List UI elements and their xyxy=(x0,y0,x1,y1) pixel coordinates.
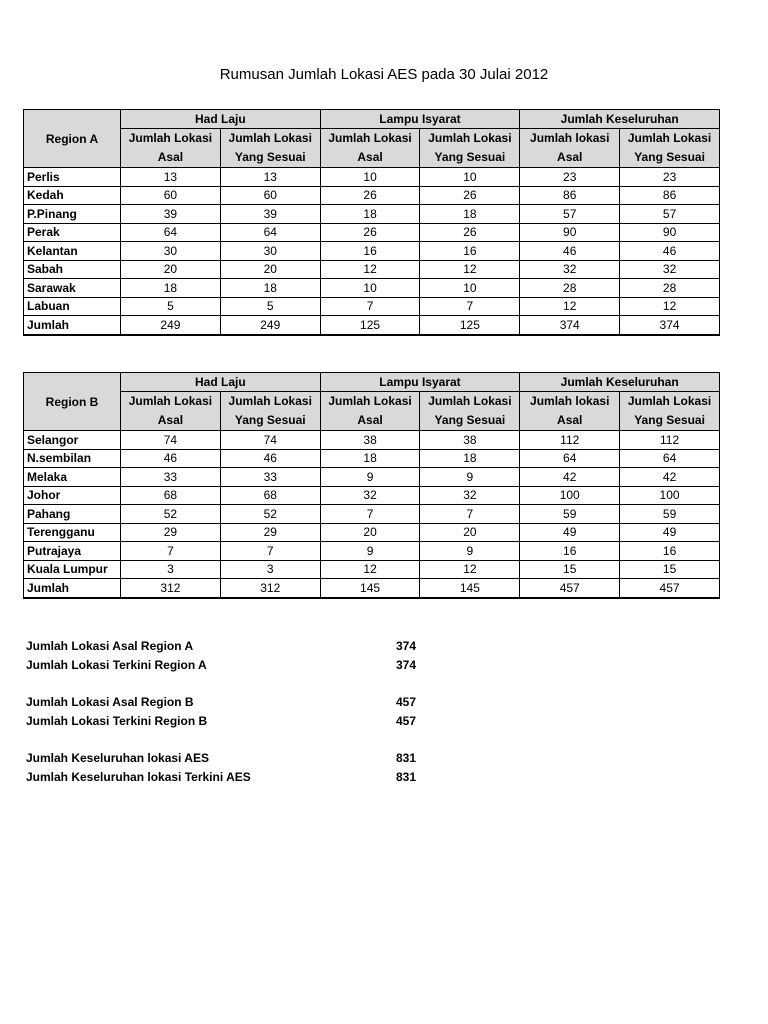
count-cell: 112 xyxy=(620,431,720,450)
count-cell: 9 xyxy=(420,542,520,561)
count-cell: 64 xyxy=(620,449,720,468)
count-cell: 5 xyxy=(121,297,221,316)
total-label: Jumlah xyxy=(24,579,121,598)
count-cell: 64 xyxy=(220,223,320,242)
total-cell: 457 xyxy=(520,579,620,598)
state-name: Kelantan xyxy=(24,242,121,261)
count-cell: 52 xyxy=(121,505,221,524)
count-cell: 29 xyxy=(220,523,320,542)
count-cell: 20 xyxy=(320,523,420,542)
total-cell: 374 xyxy=(620,316,720,335)
column-header xyxy=(620,392,720,431)
count-cell: 57 xyxy=(520,205,620,224)
count-cell: 12 xyxy=(620,297,720,316)
count-cell: 26 xyxy=(320,223,420,242)
group-header-row xyxy=(24,373,720,392)
count-cell: 49 xyxy=(620,523,720,542)
state-name: Pahang xyxy=(24,505,121,524)
column-header xyxy=(320,129,420,168)
column-header-line2: Yang Sesuai xyxy=(234,150,306,164)
column-header xyxy=(620,129,720,168)
count-cell: 12 xyxy=(420,260,520,279)
count-cell: 33 xyxy=(121,468,221,487)
count-cell: 42 xyxy=(620,468,720,487)
table-row xyxy=(24,449,720,468)
count-cell: 9 xyxy=(320,468,420,487)
column-header-line1: Jumlah Lokasi xyxy=(627,394,712,408)
count-cell: 20 xyxy=(121,260,221,279)
state-name: N.sembilan xyxy=(24,449,121,468)
column-header xyxy=(121,392,221,431)
total-cell: 125 xyxy=(320,316,420,335)
region-a-table xyxy=(23,109,720,336)
count-cell: 10 xyxy=(320,279,420,298)
count-cell: 64 xyxy=(121,223,221,242)
count-cell: 16 xyxy=(420,242,520,261)
count-cell: 28 xyxy=(620,279,720,298)
column-header-line2: Asal xyxy=(157,150,184,164)
summary-value: 457 xyxy=(396,714,417,728)
summary-row xyxy=(26,749,446,768)
table-row xyxy=(24,523,720,542)
table-row xyxy=(24,242,720,261)
count-cell: 7 xyxy=(420,297,520,316)
group-header-row xyxy=(24,110,720,129)
count-cell: 13 xyxy=(121,168,221,187)
count-cell: 100 xyxy=(520,486,620,505)
table-row xyxy=(24,205,720,224)
summary-label: Jumlah Lokasi Asal Region A xyxy=(26,639,194,653)
state-name: Sarawak xyxy=(24,279,121,298)
count-cell: 86 xyxy=(520,186,620,205)
table-row xyxy=(24,560,720,579)
table-row xyxy=(24,260,720,279)
count-cell: 60 xyxy=(121,186,221,205)
table-row xyxy=(24,168,720,187)
summary-value: 457 xyxy=(396,695,417,709)
summary-row xyxy=(26,768,446,787)
state-name: Labuan xyxy=(24,297,121,316)
count-cell: 29 xyxy=(121,523,221,542)
count-cell: 3 xyxy=(220,560,320,579)
count-cell: 18 xyxy=(420,205,520,224)
column-header-line1: Jumlah Lokasi xyxy=(128,394,213,408)
total-cell: 145 xyxy=(420,579,520,598)
count-cell: 9 xyxy=(320,542,420,561)
column-header xyxy=(520,129,620,168)
count-cell: 13 xyxy=(220,168,320,187)
state-name: Johor xyxy=(24,486,121,505)
total-row xyxy=(24,579,720,598)
column-header-line2: Asal xyxy=(357,150,383,164)
count-cell: 86 xyxy=(620,186,720,205)
count-cell: 39 xyxy=(121,205,221,224)
group-header: Lampu Isyarat xyxy=(320,110,520,129)
count-cell: 30 xyxy=(121,242,221,261)
count-cell: 57 xyxy=(620,205,720,224)
total-label: Jumlah xyxy=(24,316,121,335)
column-header xyxy=(420,392,520,431)
total-cell: 457 xyxy=(620,579,720,598)
count-cell: 90 xyxy=(520,223,620,242)
group-header: Jumlah Keseluruhan xyxy=(520,110,720,129)
count-cell: 20 xyxy=(420,523,520,542)
count-cell: 10 xyxy=(420,279,520,298)
count-cell: 68 xyxy=(220,486,320,505)
count-cell: 7 xyxy=(320,297,420,316)
count-cell: 20 xyxy=(220,260,320,279)
count-cell: 90 xyxy=(620,223,720,242)
group-header: Jumlah Keseluruhan xyxy=(520,373,720,392)
count-cell: 26 xyxy=(420,186,520,205)
count-cell: 16 xyxy=(620,542,720,561)
count-cell: 18 xyxy=(121,279,221,298)
column-header-line2: Yang Sesuai xyxy=(434,413,506,427)
count-cell: 46 xyxy=(620,242,720,261)
summary-value: 374 xyxy=(396,639,417,653)
sub-header-row xyxy=(24,129,720,168)
count-cell: 60 xyxy=(220,186,320,205)
count-cell: 52 xyxy=(220,505,320,524)
count-cell: 100 xyxy=(620,486,720,505)
summary-label: Jumlah Lokasi Terkini Region A xyxy=(26,658,207,672)
group-header: Lampu Isyarat xyxy=(320,373,520,392)
table-row xyxy=(24,431,720,450)
count-cell: 7 xyxy=(420,505,520,524)
summary-value: 831 xyxy=(396,751,417,765)
state-name: Putrajaya xyxy=(24,542,121,561)
column-header-line2: Yang Sesuai xyxy=(234,413,306,427)
column-header xyxy=(121,129,221,168)
count-cell: 32 xyxy=(420,486,520,505)
column-header xyxy=(220,129,320,168)
summary-row xyxy=(26,693,446,712)
sub-header-row xyxy=(24,392,720,431)
count-cell: 23 xyxy=(620,168,720,187)
column-header-line2: Yang Sesuai xyxy=(634,413,705,427)
state-name: Selangor xyxy=(24,431,121,450)
count-cell: 32 xyxy=(620,260,720,279)
column-header-line1: Jumlah Lokasi xyxy=(627,131,712,145)
count-cell: 12 xyxy=(320,560,420,579)
document-title: Rumusan Jumlah Lokasi AES pada 30 Julai 2012 xyxy=(219,66,549,83)
count-cell: 46 xyxy=(220,449,320,468)
count-cell: 32 xyxy=(520,260,620,279)
count-cell: 32 xyxy=(320,486,420,505)
state-name: Terengganu xyxy=(24,523,121,542)
summary-row xyxy=(26,637,446,656)
total-cell: 145 xyxy=(320,579,420,598)
column-header-line1: Jumlah Lokasi xyxy=(428,131,512,145)
table-row xyxy=(24,486,720,505)
count-cell: 10 xyxy=(320,168,420,187)
summary-value: 374 xyxy=(396,658,417,672)
count-cell: 33 xyxy=(220,468,320,487)
count-cell: 15 xyxy=(620,560,720,579)
state-name: Melaka xyxy=(24,468,121,487)
group-header: Had Laju xyxy=(121,373,321,392)
count-cell: 18 xyxy=(320,205,420,224)
count-cell: 38 xyxy=(320,431,420,450)
count-cell: 9 xyxy=(420,468,520,487)
total-cell: 249 xyxy=(220,316,320,335)
count-cell: 10 xyxy=(420,168,520,187)
state-name: Perak xyxy=(24,223,121,242)
count-cell: 7 xyxy=(220,542,320,561)
total-cell: 374 xyxy=(520,316,620,335)
table-row xyxy=(24,223,720,242)
count-cell: 28 xyxy=(520,279,620,298)
state-name: Kuala Lumpur xyxy=(24,560,121,579)
region-b-table xyxy=(23,372,720,599)
count-cell: 74 xyxy=(220,431,320,450)
column-header-line1: Jumlah Lokasi xyxy=(228,394,312,408)
column-header-line1: Jumlah Lokasi xyxy=(328,394,412,408)
column-header xyxy=(220,392,320,431)
summary-row xyxy=(26,712,446,731)
total-cell: 312 xyxy=(121,579,221,598)
table-header xyxy=(24,110,720,168)
count-cell: 12 xyxy=(420,560,520,579)
table-body xyxy=(24,168,720,335)
column-header xyxy=(320,392,420,431)
count-cell: 5 xyxy=(220,297,320,316)
column-header-line1: Jumlah Lokasi xyxy=(128,131,213,145)
column-header-line1: Jumlah lokasi xyxy=(530,131,610,145)
count-cell: 42 xyxy=(520,468,620,487)
column-header xyxy=(420,129,520,168)
column-header-line2: Asal xyxy=(557,150,583,164)
count-cell: 49 xyxy=(520,523,620,542)
count-cell: 18 xyxy=(420,449,520,468)
count-cell: 16 xyxy=(520,542,620,561)
total-cell: 249 xyxy=(121,316,221,335)
column-header-line1: Jumlah Lokasi xyxy=(228,131,312,145)
summary-value: 831 xyxy=(396,770,417,784)
region-label: Region A xyxy=(24,110,121,168)
total-cell: 312 xyxy=(220,579,320,598)
summary-section xyxy=(26,637,446,787)
count-cell: 46 xyxy=(121,449,221,468)
count-cell: 74 xyxy=(121,431,221,450)
column-header-line2: Asal xyxy=(557,413,583,427)
summary-label: Jumlah Lokasi Terkini Region B xyxy=(26,714,208,728)
column-header-line2: Asal xyxy=(357,413,383,427)
table-row xyxy=(24,186,720,205)
count-cell: 46 xyxy=(520,242,620,261)
count-cell: 112 xyxy=(520,431,620,450)
summary-row xyxy=(26,656,446,675)
count-cell: 26 xyxy=(320,186,420,205)
region-label: Region B xyxy=(24,373,121,431)
total-row xyxy=(24,316,720,335)
summary-label: Jumlah Keseluruhan lokasi AES xyxy=(26,751,209,765)
count-cell: 38 xyxy=(420,431,520,450)
count-cell: 12 xyxy=(320,260,420,279)
column-header-line1: Jumlah Lokasi xyxy=(328,131,412,145)
summary-label: Jumlah Lokasi Asal Region B xyxy=(26,695,194,709)
column-header-line2: Asal xyxy=(157,413,184,427)
column-header xyxy=(520,392,620,431)
count-cell: 7 xyxy=(320,505,420,524)
count-cell: 26 xyxy=(420,223,520,242)
column-header-line2: Yang Sesuai xyxy=(434,150,506,164)
count-cell: 59 xyxy=(520,505,620,524)
table-row xyxy=(24,279,720,298)
state-name: Sabah xyxy=(24,260,121,279)
count-cell: 30 xyxy=(220,242,320,261)
state-name: Kedah xyxy=(24,186,121,205)
count-cell: 59 xyxy=(620,505,720,524)
count-cell: 39 xyxy=(220,205,320,224)
summary-label: Jumlah Keseluruhan lokasi Terkini AES xyxy=(26,770,251,784)
table-header xyxy=(24,373,720,431)
count-cell: 18 xyxy=(320,449,420,468)
table-row xyxy=(24,468,720,487)
column-header-line1: Jumlah Lokasi xyxy=(428,394,512,408)
count-cell: 68 xyxy=(121,486,221,505)
count-cell: 64 xyxy=(520,449,620,468)
count-cell: 23 xyxy=(520,168,620,187)
count-cell: 16 xyxy=(320,242,420,261)
group-header: Had Laju xyxy=(121,110,321,129)
state-name: Perlis xyxy=(24,168,121,187)
column-header-line2: Yang Sesuai xyxy=(634,150,705,164)
table-row xyxy=(24,297,720,316)
table-row xyxy=(24,542,720,561)
total-cell: 125 xyxy=(420,316,520,335)
count-cell: 3 xyxy=(121,560,221,579)
table-body xyxy=(24,431,720,598)
count-cell: 15 xyxy=(520,560,620,579)
column-header-line1: Jumlah lokasi xyxy=(530,394,610,408)
count-cell: 12 xyxy=(520,297,620,316)
count-cell: 18 xyxy=(220,279,320,298)
table-row xyxy=(24,505,720,524)
state-name: P.Pinang xyxy=(24,205,121,224)
count-cell: 7 xyxy=(121,542,221,561)
